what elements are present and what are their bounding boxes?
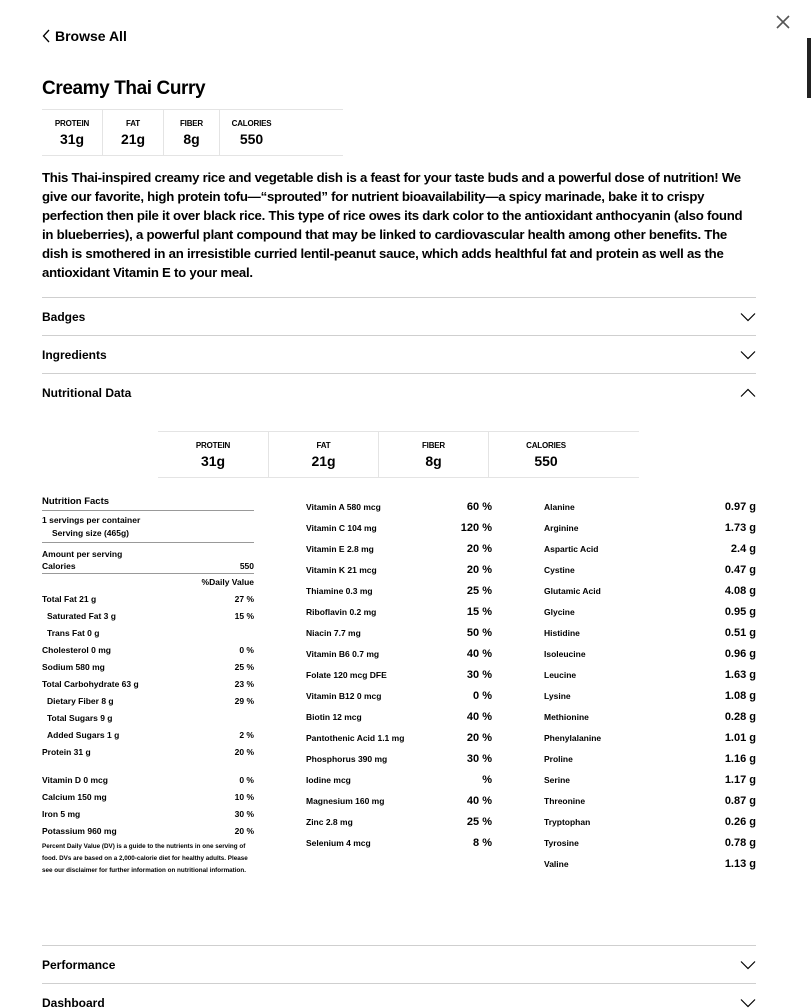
- chevron-up-icon: [740, 388, 756, 398]
- item-value: 40 %: [466, 647, 492, 660]
- chevron-down-icon: [740, 998, 756, 1008]
- list-item: [544, 580, 756, 601]
- nutrient-rows: [42, 590, 254, 760]
- item-name: Added Sugars 1 g: [47, 729, 120, 740]
- item-name: Arginine: [544, 522, 579, 533]
- item-name: Selenium 4 mcg: [306, 837, 371, 848]
- nutritional-data-accordion[interactable]: [42, 373, 756, 411]
- item-value: 29 %: [234, 695, 254, 706]
- item-name: Total Fat 21 g: [42, 593, 97, 604]
- item-value: 25 %: [234, 661, 254, 672]
- item-value: 20 %: [466, 731, 492, 744]
- product-description: This Thai-inspired creamy rice and vegetable dish is a feast for your taste buds and a powerful dose of nutrition! We give our favorite, high protein tofu—“sprouted” for nutrient bioavailability—a spicy marinade, bake it to crispy perfection then pile it over black rice. This type of rice owes its dark color to the antioxidant anthocyanin (also found in blueberries), a powerful plant compound that may be linked to cardiovascular health among other benefits. The dish is smothered in an irresistible curried lentil-peanut sauce, which adds healthful fat and protein as well as the antioxidant Vitamin E to your meal.: [42, 170, 743, 280]
- ingredients-accordion[interactable]: [42, 335, 756, 373]
- list-item: [306, 538, 492, 559]
- item-value: 0.96 g: [724, 647, 756, 660]
- list-item: [544, 832, 756, 853]
- item-name: Vitamin K 21 mcg: [306, 564, 377, 575]
- item-name: Total Carbohydrate 63 g: [42, 678, 139, 689]
- item-value: 25 %: [466, 584, 492, 597]
- item-value: 23 %: [234, 678, 254, 689]
- item-value: 0.51 g: [724, 626, 756, 639]
- accordion-label: Nutritional Data: [42, 385, 132, 400]
- list-item: [544, 559, 756, 580]
- item-name: Histidine: [544, 627, 580, 638]
- performance-accordion[interactable]: [42, 945, 756, 983]
- chevron-down-icon: [740, 312, 756, 322]
- item-value: 0.28 g: [724, 710, 756, 723]
- list-item: [544, 853, 756, 874]
- servings-info: 1 servings per container Serving size (465g): [42, 511, 254, 543]
- scrollbar[interactable]: [807, 38, 811, 98]
- item-value: 40 %: [466, 794, 492, 807]
- calories-block: Amount per serving Calories 550 %Daily Value: [42, 543, 254, 590]
- close-button[interactable]: [774, 13, 792, 31]
- list-item: [42, 743, 254, 760]
- list-item: [42, 788, 254, 805]
- list-item: [42, 658, 254, 675]
- item-name: Threonine: [544, 795, 586, 806]
- item-value: 0.97 g: [724, 500, 756, 513]
- item-name: Iodine mcg: [306, 774, 351, 785]
- list-item: [544, 622, 756, 643]
- item-value: 1.73 g: [724, 521, 756, 534]
- item-name: Calcium 150 mg: [42, 791, 107, 802]
- item-value: 20 %: [234, 746, 254, 757]
- item-name: Vitamin E 2.8 mg: [306, 543, 374, 554]
- list-item: [306, 769, 492, 790]
- amino-acids-list: [544, 496, 756, 874]
- item-value: 1.01 g: [724, 731, 756, 744]
- item-value: 4.08 g: [724, 584, 756, 597]
- list-item: [42, 590, 254, 607]
- chevron-down-icon: [740, 350, 756, 360]
- item-value: 2 %: [239, 729, 254, 740]
- item-name: Dietary Fiber 8 g: [47, 695, 114, 706]
- list-item: [306, 706, 492, 727]
- item-value: 2.4 g: [730, 542, 756, 555]
- item-value: 50 %: [466, 626, 492, 639]
- item-value: 27 %: [234, 593, 254, 604]
- accordion-label: Performance: [42, 957, 116, 972]
- list-item: [544, 664, 756, 685]
- item-name: Serine: [544, 774, 570, 785]
- item-name: Aspartic Acid: [544, 543, 599, 554]
- item-name: Sodium 580 mg: [42, 661, 105, 672]
- item-value: 20 %: [466, 563, 492, 576]
- item-name: Tyrosine: [544, 837, 579, 848]
- item-value: 15 %: [234, 610, 254, 621]
- item-value: 120 %: [460, 521, 492, 534]
- macro-fiber: FIBER 8g: [163, 110, 219, 155]
- list-item: [544, 643, 756, 664]
- item-value: 15 %: [466, 605, 492, 618]
- macro-fiber: FIBER 8g: [378, 432, 488, 477]
- list-item: [306, 685, 492, 706]
- item-value: 8 %: [473, 836, 492, 849]
- item-name: Folate 120 mcg DFE: [306, 669, 387, 680]
- page-title: Creamy Thai Curry: [42, 78, 206, 99]
- item-value: 0.78 g: [724, 836, 756, 849]
- list-item: [42, 709, 254, 726]
- item-value: 20 %: [466, 542, 492, 555]
- item-value: 1.13 g: [724, 857, 756, 870]
- item-value: 60 %: [466, 500, 492, 513]
- list-item: [544, 790, 756, 811]
- accordion-label: Ingredients: [42, 347, 107, 362]
- list-item: [42, 726, 254, 743]
- item-name: Phenylalanine: [544, 732, 602, 743]
- item-name: Lysine: [544, 690, 571, 701]
- item-value: 0 %: [239, 644, 254, 655]
- item-name: Biotin 12 mcg: [306, 711, 362, 722]
- nutrition-facts-title: Nutrition Facts: [42, 497, 254, 511]
- accordion-label: Badges: [42, 309, 86, 324]
- list-item: [544, 748, 756, 769]
- nutrition-facts-panel: [42, 497, 254, 877]
- item-value: 30 %: [466, 752, 492, 765]
- item-value: 0 %: [473, 689, 492, 702]
- item-name: Thiamine 0.3 mg: [306, 585, 373, 596]
- list-item: [306, 748, 492, 769]
- mineral-rows: [42, 771, 254, 839]
- list-item: [306, 664, 492, 685]
- list-item: [42, 692, 254, 709]
- item-name: Zinc 2.8 mg: [306, 816, 353, 827]
- item-value: 0 %: [239, 774, 254, 785]
- list-item: [544, 685, 756, 706]
- list-item: [306, 601, 492, 622]
- item-name: Vitamin B12 0 mcg: [306, 690, 382, 701]
- list-item: [306, 790, 492, 811]
- item-name: Tryptophan: [544, 816, 591, 827]
- list-item: [42, 771, 254, 788]
- badges-accordion[interactable]: [42, 297, 756, 335]
- item-value: 1.17 g: [724, 773, 756, 786]
- close-icon: [774, 13, 792, 31]
- item-name: Trans Fat 0 g: [47, 627, 100, 638]
- list-item: [42, 822, 254, 839]
- daily-value-note: Percent Daily Value (DV) is a guide to the nutrients in one serving of food. DVs are based on a 2,000-calorie diet for healthy adults. Please see our disclaimer for further information on nutritional information.: [42, 843, 248, 874]
- item-name: Iron 5 mg: [42, 808, 81, 819]
- item-name: Saturated Fat 3 g: [47, 610, 116, 621]
- item-value: 40 %: [466, 710, 492, 723]
- macro-calories: CALORIES 550: [219, 110, 283, 155]
- list-item: [306, 727, 492, 748]
- list-item: [306, 559, 492, 580]
- macro-summary: [42, 109, 343, 156]
- macro-calories: CALORIES 550: [488, 432, 603, 477]
- browse-all-link[interactable]: [42, 28, 127, 44]
- item-name: Riboflavin 0.2 mg: [306, 606, 377, 617]
- item-name: Isoleucine: [544, 648, 586, 659]
- item-name: Alanine: [544, 501, 575, 512]
- item-value: 20 %: [234, 825, 254, 836]
- item-name: Magnesium 160 mg: [306, 795, 385, 806]
- macro-summary-nutrition: [158, 431, 639, 478]
- item-value: 0.47 g: [724, 563, 756, 576]
- item-value: 0.95 g: [724, 605, 756, 618]
- back-label: Browse All: [55, 28, 127, 44]
- item-name: Vitamin B6 0.7 mg: [306, 648, 380, 659]
- macro-protein: PROTEIN 31g: [54, 118, 90, 147]
- item-name: Valine: [544, 858, 569, 869]
- item-value: 0.26 g: [724, 815, 756, 828]
- item-value: 0.87 g: [724, 794, 756, 807]
- list-item: [42, 607, 254, 624]
- item-name: Phosphorus 390 mg: [306, 753, 388, 764]
- item-name: Cholesterol 0 mg: [42, 644, 111, 655]
- item-value: 30 %: [466, 668, 492, 681]
- item-value: 1.63 g: [724, 668, 756, 681]
- vitamins-list: [306, 496, 492, 853]
- item-name: Total Sugars 9 g: [47, 712, 113, 723]
- list-item: [42, 805, 254, 822]
- list-item: [544, 517, 756, 538]
- item-name: Glycine: [544, 606, 575, 617]
- list-item: [306, 580, 492, 601]
- list-item: [544, 811, 756, 832]
- item-name: Leucine: [544, 669, 577, 680]
- item-name: Niacin 7.7 mg: [306, 627, 361, 638]
- list-item: [544, 538, 756, 559]
- dashboard-accordion[interactable]: [42, 983, 756, 1008]
- list-item: [306, 622, 492, 643]
- macro-protein: PROTEIN 31g: [195, 440, 231, 469]
- list-item: [306, 643, 492, 664]
- item-value: 30 %: [234, 808, 254, 819]
- list-item: [544, 727, 756, 748]
- list-item: [544, 706, 756, 727]
- item-name: Potassium 960 mg: [42, 825, 117, 836]
- list-item: [544, 769, 756, 790]
- list-item: [306, 517, 492, 538]
- item-name: Glutamic Acid: [544, 585, 601, 596]
- item-name: Vitamin D 0 mcg: [42, 774, 108, 785]
- item-value: %: [482, 773, 492, 786]
- chevron-left-icon: [42, 29, 51, 43]
- item-value: 1.08 g: [724, 689, 756, 702]
- macro-fat: FAT 21g: [102, 110, 163, 155]
- item-name: Proline: [544, 753, 573, 764]
- item-name: Methionine: [544, 711, 589, 722]
- list-item: [544, 496, 756, 517]
- list-item: [306, 811, 492, 832]
- accordion-label: Dashboard: [42, 995, 105, 1008]
- item-name: Cystine: [544, 564, 575, 575]
- macro-fat: FAT 21g: [268, 432, 378, 477]
- chevron-down-icon: [740, 960, 756, 970]
- item-name: Vitamin C 104 mg: [306, 522, 377, 533]
- item-value: 10 %: [234, 791, 254, 802]
- list-item: [42, 675, 254, 692]
- list-item: [42, 624, 254, 641]
- list-item: [306, 496, 492, 517]
- item-name: Protein 31 g: [42, 746, 91, 757]
- list-item: [544, 601, 756, 622]
- list-item: [306, 832, 492, 853]
- item-value: 25 %: [466, 815, 492, 828]
- item-value: 1.16 g: [724, 752, 756, 765]
- item-name: Pantothenic Acid 1.1 mg: [306, 732, 405, 743]
- list-item: [42, 641, 254, 658]
- item-name: Vitamin A 580 mcg: [306, 501, 381, 512]
